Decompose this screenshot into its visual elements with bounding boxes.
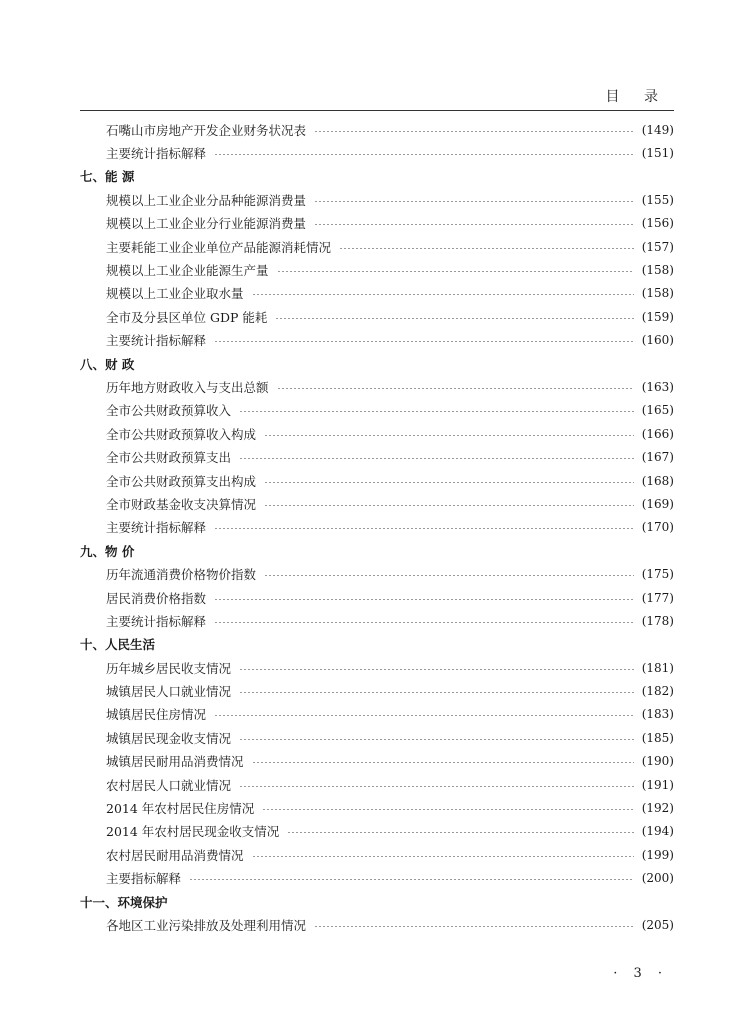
dot-leader [275, 318, 633, 319]
entry-title: 城镇居民住房情况 [106, 707, 207, 723]
section-title: 十一、环境保护 [80, 894, 168, 910]
toc-entry[interactable] [80, 329, 674, 352]
entry-page-number: (169) [641, 496, 674, 511]
entry-title: 全市公共财政预算收入构成 [106, 426, 257, 442]
dot-leader [252, 762, 634, 763]
entry-title: 主要指标解释 [106, 871, 182, 887]
toc-section-heading [80, 539, 674, 562]
entry-page-number: (175) [641, 567, 674, 582]
entry-title: 主要统计指标解释 [106, 520, 207, 536]
toc-entry[interactable] [80, 586, 674, 609]
dot-leader [287, 832, 633, 833]
entry-page-number: (149) [641, 122, 674, 137]
entry-title: 全市财政基金收支决算情况 [106, 496, 257, 512]
entry-page-number: (170) [641, 520, 674, 535]
entry-page-number: (167) [641, 450, 674, 465]
dot-leader [314, 131, 634, 132]
toc-entry[interactable] [80, 773, 674, 796]
section-title: 十、人民生活 [80, 637, 156, 653]
dot-leader [239, 669, 634, 670]
toc-section-heading [80, 352, 674, 375]
entry-title: 全市及分县区单位 GDP 能耗 [106, 309, 268, 325]
toc-entry[interactable] [80, 422, 674, 445]
entry-title: 规模以上工业企业能源生产量 [106, 263, 269, 279]
dot-leader [239, 458, 634, 459]
entry-title: 全市公共财政预算支出 [106, 450, 232, 466]
toc-section-heading [80, 165, 674, 188]
toc-entry[interactable] [80, 492, 674, 515]
dot-leader [262, 809, 633, 810]
toc-entry[interactable] [80, 282, 674, 305]
dot-leader [314, 926, 634, 927]
toc-entry[interactable] [80, 843, 674, 866]
entry-title: 规模以上工业企业分品种能源消费量 [106, 192, 307, 208]
entry-page-number: (182) [641, 684, 674, 699]
dot-leader [277, 388, 634, 389]
toc-entry[interactable] [80, 750, 674, 773]
entry-title: 规模以上工业企业分行业能源消费量 [106, 216, 307, 232]
dot-leader [214, 622, 634, 623]
entry-title: 城镇居民人口就业情况 [106, 684, 232, 700]
dot-leader [264, 575, 634, 576]
toc-section-heading [80, 890, 674, 913]
section-title: 七、能 源 [80, 169, 135, 185]
entry-title: 农村居民人口就业情况 [106, 777, 232, 793]
entry-page-number: (199) [641, 847, 674, 862]
entry-page-number: (185) [641, 730, 674, 745]
toc-entry[interactable] [80, 212, 674, 235]
table-of-contents [80, 118, 674, 937]
toc-entry[interactable] [80, 913, 674, 936]
toc-entry[interactable] [80, 820, 674, 843]
entry-page-number: (159) [641, 309, 674, 324]
entry-title: 历年地方财政收入与支出总额 [106, 379, 269, 395]
entry-page-number: (158) [641, 263, 674, 278]
entry-page-number: (200) [641, 871, 674, 886]
dot-leader [214, 528, 634, 529]
toc-entry[interactable] [80, 141, 674, 164]
entry-title: 2014 年农村居民现金收支情况 [106, 824, 280, 840]
toc-entry[interactable] [80, 796, 674, 819]
entry-title: 居民消费价格指数 [106, 590, 207, 606]
section-title: 八、财 政 [80, 356, 135, 372]
entry-page-number: (190) [641, 754, 674, 769]
dot-leader [252, 856, 634, 857]
entry-page-number: (151) [641, 146, 674, 161]
dot-leader [214, 715, 634, 716]
entry-page-number: (194) [641, 824, 674, 839]
entry-page-number: (181) [641, 660, 674, 675]
entry-page-number: (160) [641, 333, 674, 348]
entry-page-number: (191) [641, 777, 674, 792]
toc-entry[interactable] [80, 305, 674, 328]
toc-entry[interactable] [80, 399, 674, 422]
entry-title: 规模以上工业企业取水量 [106, 286, 244, 302]
header-rule [80, 110, 674, 111]
dot-leader [264, 435, 634, 436]
dot-leader [214, 599, 634, 600]
entry-page-number: (155) [641, 192, 674, 207]
dot-leader [189, 879, 634, 880]
entry-title: 全市公共财政预算收入 [106, 403, 232, 419]
entry-title: 城镇居民耐用品消费情况 [106, 754, 244, 770]
toc-entry[interactable] [80, 656, 674, 679]
toc-entry[interactable] [80, 235, 674, 258]
entry-page-number: (205) [641, 917, 674, 932]
entry-page-number: (177) [641, 590, 674, 605]
entry-title: 历年流通消费价格物价指数 [106, 567, 257, 583]
dot-leader [314, 224, 634, 225]
dot-leader [214, 154, 634, 155]
dot-leader [214, 341, 634, 342]
entry-title: 主要统计指标解释 [106, 146, 207, 162]
toc-entry[interactable] [80, 445, 674, 468]
entry-page-number: (166) [641, 426, 674, 441]
toc-entry[interactable] [80, 867, 674, 890]
entry-title: 2014 年农村居民住房情况 [106, 801, 255, 817]
entry-title: 各地区工业污染排放及处理利用情况 [106, 917, 307, 933]
entry-title: 主要耗能工业企业单位产品能源消耗情况 [106, 239, 332, 255]
entry-title: 石嘴山市房地产开发企业财务状况表 [106, 122, 307, 138]
toc-entry[interactable] [80, 516, 674, 539]
entry-page-number: (165) [641, 403, 674, 418]
entry-page-number: (163) [641, 379, 674, 394]
entry-page-number: (178) [641, 613, 674, 628]
entry-title: 主要统计指标解释 [106, 613, 207, 629]
entry-page-number: (192) [641, 801, 674, 816]
toc-entry[interactable] [80, 188, 674, 211]
entry-page-number: (183) [641, 707, 674, 722]
dot-leader [252, 294, 634, 295]
entry-title: 全市公共财政预算支出构成 [106, 473, 257, 489]
entry-page-number: (158) [641, 286, 674, 301]
dot-leader [264, 505, 634, 506]
entry-title: 历年城乡居民收支情况 [106, 660, 232, 676]
dot-leader [239, 739, 634, 740]
entry-title: 城镇居民现金收支情况 [106, 730, 232, 746]
toc-entry[interactable] [80, 726, 674, 749]
toc-entry[interactable] [80, 609, 674, 632]
toc-entry[interactable] [80, 703, 674, 726]
entry-page-number: (168) [641, 473, 674, 488]
dot-leader [239, 692, 634, 693]
dot-leader [264, 482, 634, 483]
entry-page-number: (157) [641, 239, 674, 254]
toc-entry[interactable] [80, 469, 674, 492]
running-header-title: 目 录 [605, 89, 668, 105]
dot-leader [239, 411, 634, 412]
section-title: 九、物 价 [80, 543, 135, 559]
toc-entry[interactable] [80, 562, 674, 585]
toc-section-heading [80, 633, 674, 656]
dot-leader [314, 201, 634, 202]
entry-title: 主要统计指标解释 [106, 333, 207, 349]
toc-entry[interactable] [80, 375, 674, 398]
dot-leader [277, 271, 634, 272]
entry-page-number: (156) [641, 216, 674, 231]
dot-leader [339, 248, 634, 249]
dot-leader [239, 786, 634, 787]
toc-entry[interactable] [80, 118, 674, 141]
entry-title: 农村居民耐用品消费情况 [106, 847, 244, 863]
page-number: · 3 · [613, 966, 668, 981]
toc-entry[interactable] [80, 258, 674, 281]
toc-entry[interactable] [80, 679, 674, 702]
